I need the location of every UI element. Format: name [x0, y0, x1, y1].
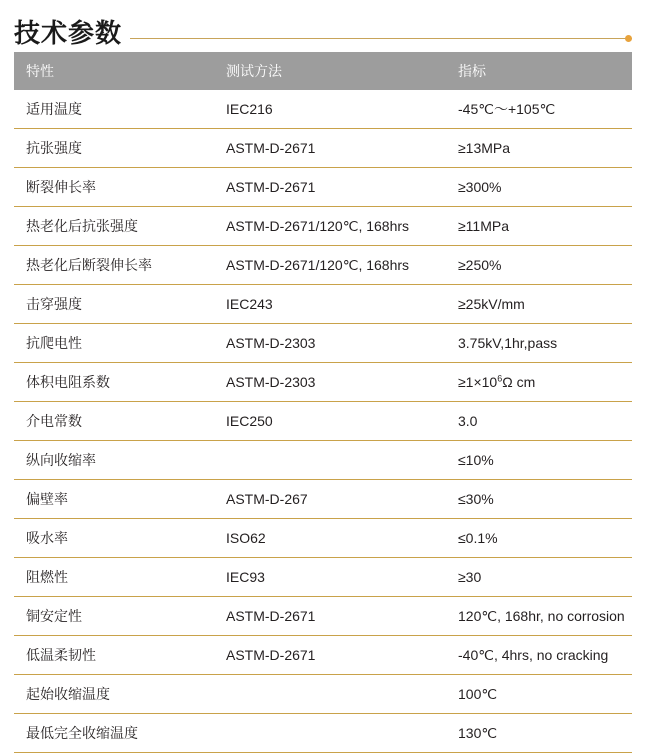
cell-value: 3.0 — [446, 402, 632, 441]
table-row — [14, 207, 632, 246]
column-header-value: 指标 — [446, 52, 632, 90]
column-header-method: 测试方法 — [214, 52, 446, 90]
page-title: 技术参数 — [14, 18, 123, 48]
cell-property: 适用温度 — [14, 90, 214, 129]
cell-value: $\ge 1\times 10^6\Omega$ cm — [446, 363, 632, 402]
table-body — [14, 90, 632, 753]
table-row — [14, 246, 632, 285]
table-row — [14, 285, 632, 324]
cell-method: ASTM-D-2671/120℃, 168hrs — [214, 246, 446, 285]
cell-method — [214, 441, 446, 480]
cell-method: ASTM-D-2303 — [214, 324, 446, 363]
cell-property: 体积电阻系数 — [14, 363, 214, 402]
cell-method: ASTM-D-2303 — [214, 363, 446, 402]
cell-method: ASTM-D-267 — [214, 480, 446, 519]
cell-property: 介电常数 — [14, 402, 214, 441]
cell-method — [214, 675, 446, 714]
cell-property: 最低完全收缩温度 — [14, 714, 214, 753]
cell-property: 起始收缩温度 — [14, 675, 214, 714]
cell-method: IEC216 — [214, 90, 446, 129]
specifications-table — [14, 52, 632, 753]
cell-property: 抗爬电性 — [14, 324, 214, 363]
table-row — [14, 714, 632, 753]
cell-property: 偏壁率 — [14, 480, 214, 519]
page-header — [14, 0, 632, 52]
cell-property: 低温柔韧性 — [14, 636, 214, 675]
cell-property: 抗张强度 — [14, 129, 214, 168]
cell-method: ASTM-D-2671 — [214, 168, 446, 207]
cell-property: 阻燃性 — [14, 558, 214, 597]
cell-value: 100℃ — [446, 675, 632, 714]
table-row — [14, 597, 632, 636]
table-row — [14, 324, 632, 363]
table-row — [14, 168, 632, 207]
table-row — [14, 636, 632, 675]
cell-value: ≥25kV/mm — [446, 285, 632, 324]
cell-property: 断裂伸长率 — [14, 168, 214, 207]
cell-property: 铜安定性 — [14, 597, 214, 636]
cell-value: ≤0.1% — [446, 519, 632, 558]
cell-value: ≥30 — [446, 558, 632, 597]
cell-property: 热老化后抗张强度 — [14, 207, 214, 246]
cell-method: ASTM-D-2671/120℃, 168hrs — [214, 207, 446, 246]
table-row — [14, 675, 632, 714]
title-dot-icon — [625, 35, 632, 42]
table-header-row — [14, 52, 632, 90]
cell-property: 纵向收缩率 — [14, 441, 214, 480]
table-row — [14, 129, 632, 168]
table-row — [14, 90, 632, 129]
cell-property: 热老化后断裂伸长率 — [14, 246, 214, 285]
cell-method: ASTM-D-2671 — [214, 597, 446, 636]
cell-value: -40℃, 4hrs, no cracking — [446, 636, 632, 675]
cell-method: IEC250 — [214, 402, 446, 441]
cell-property: 击穿强度 — [14, 285, 214, 324]
table-row — [14, 363, 632, 402]
cell-method — [214, 714, 446, 753]
cell-property: 吸水率 — [14, 519, 214, 558]
column-header-property: 特性 — [14, 52, 214, 90]
cell-method: ASTM-D-2671 — [214, 636, 446, 675]
table-row — [14, 441, 632, 480]
cell-method: ISO62 — [214, 519, 446, 558]
cell-method: IEC93 — [214, 558, 446, 597]
cell-value: 130℃ — [446, 714, 632, 753]
title-divider — [130, 38, 632, 39]
cell-method: ASTM-D-2671 — [214, 129, 446, 168]
table-row — [14, 558, 632, 597]
cell-value: 120℃, 168hr, no corrosion — [446, 597, 632, 636]
cell-value: ≥11MPa — [446, 207, 632, 246]
cell-value: -45℃～+105℃ — [446, 90, 632, 129]
cell-value: ≥300% — [446, 168, 632, 207]
table-row — [14, 519, 632, 558]
cell-value: ≥13MPa — [446, 129, 632, 168]
cell-value: ≤10% — [446, 441, 632, 480]
table-row — [14, 480, 632, 519]
cell-method: IEC243 — [214, 285, 446, 324]
table-row — [14, 402, 632, 441]
cell-value: 3.75kV,1hr,pass — [446, 324, 632, 363]
cell-value: ≤30% — [446, 480, 632, 519]
cell-value: ≥250% — [446, 246, 632, 285]
